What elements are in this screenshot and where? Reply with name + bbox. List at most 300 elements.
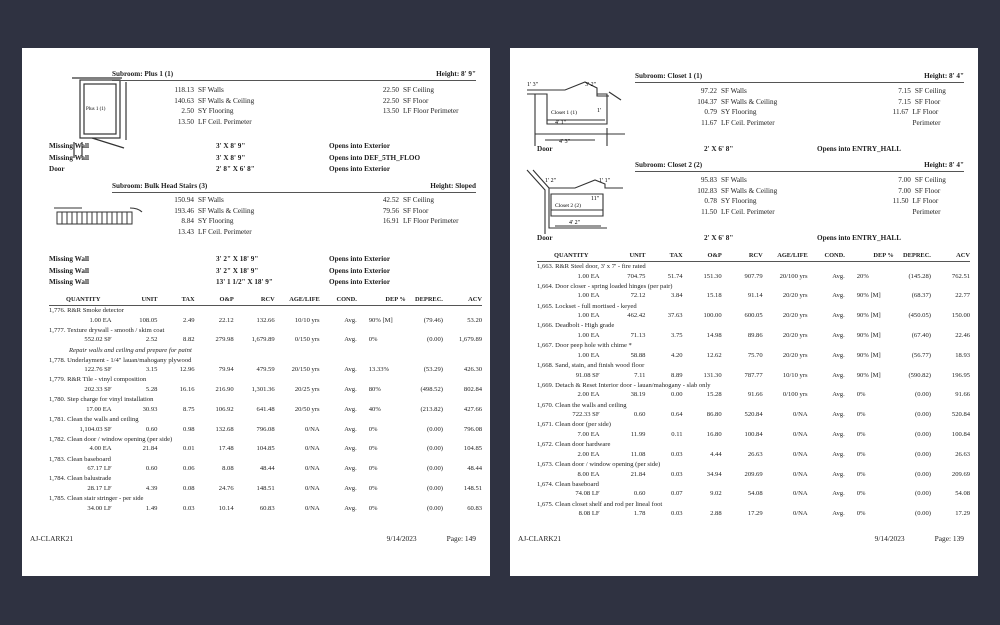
line-item-cell: Avg. [832, 470, 845, 478]
stat-row [162, 195, 322, 206]
line-item-description: 1,781. Clean the walls and ceiling [49, 415, 139, 423]
line-item-cell: (67.40) [911, 331, 931, 339]
stat-label: SF Walls & Ceiling [721, 186, 778, 195]
line-item-cell: 37.63 [667, 312, 683, 320]
line-item-cell: 80% [368, 385, 381, 393]
stat-row [162, 206, 322, 217]
line-item-cell: 0% [368, 445, 378, 453]
stat-label: SF Floor [914, 186, 941, 195]
stat-row [367, 206, 459, 217]
line-item-cell: 0% [368, 484, 378, 492]
stat-value: 7.00 [898, 176, 911, 184]
line-item-cell: 108.05 [139, 316, 158, 324]
line-item-cell: Avg. [832, 430, 845, 438]
line-item-cell: 100.00 [703, 312, 722, 320]
line-item-cell: Avg. [344, 445, 357, 453]
sketch-closet-1 [525, 76, 625, 148]
stat-value: 2.50 [181, 107, 194, 116]
line-item-cell: 17.00 EA [86, 405, 112, 413]
opening-row [49, 266, 476, 278]
line-item-cell: 0/NA [792, 411, 808, 419]
sketch-label: Closet 1 (1) [551, 110, 577, 116]
line-item-cell: 202.33 SF [84, 385, 112, 393]
line-item-cell: 427.66 [463, 405, 483, 413]
line-item-values [537, 509, 970, 519]
stat-value: 79.56 [382, 206, 399, 215]
line-item-cell: 0.08 [183, 484, 195, 492]
stat-row [879, 97, 964, 108]
line-item-cell: 0.60 [633, 490, 646, 498]
stat-row [685, 175, 834, 186]
stat-row [685, 207, 834, 218]
line-item-cell: 0% [856, 411, 866, 419]
line-item-cell: 0% [368, 425, 378, 433]
footer-user: AJ-CLARK21 [518, 534, 562, 543]
column-header: TAX [181, 296, 195, 303]
column-header: DEPREC. [415, 296, 443, 303]
opening-destination: Opens into Exterior [329, 255, 391, 263]
line-item-cell: 0.60 [633, 411, 646, 419]
line-item-description: 1,778. Underlayment - 1/4" lauan/mahogany plywood [49, 356, 192, 364]
opening-size: 3' X 8' 9" [216, 153, 246, 162]
line-item-values [49, 335, 482, 345]
stat-value: 8.84 [181, 217, 194, 226]
opening-size: 2' X 6' 8" [704, 234, 734, 242]
line-item-description: 1,664. Door closer - spring loaded hinges (per pair) [537, 282, 673, 290]
subroom-height: Height: 8' 9" [436, 70, 476, 78]
opening-type: Door [537, 234, 553, 242]
line-item-cell: 16.16 [179, 385, 195, 393]
line-item-cell: 28.17 LF [87, 484, 112, 492]
stat-value: 150.94 [174, 196, 194, 204]
stats-left [162, 85, 322, 127]
line-item-cell: 0.00 [671, 391, 683, 399]
line-item-cell: 479.59 [256, 366, 275, 374]
line-item-description: 1,782. Clean door / window opening (per side) [49, 435, 173, 443]
line-item-cell: (498.52) [420, 385, 443, 393]
stat-label: LF Ceil. Perimeter [198, 227, 252, 236]
stat-row [367, 96, 459, 107]
opening-size: 2' X 6' 8" [704, 145, 734, 153]
line-item-cell: Avg. [344, 484, 357, 492]
line-item-cell: 1.00 EA [577, 292, 600, 300]
stat-label: SY Flooring [198, 217, 234, 226]
line-item-cell: 552.02 SF [84, 336, 112, 344]
line-item-note: Repair walls and ceiling and prepare for paint [69, 346, 192, 354]
line-item-cell: 600.05 [744, 312, 763, 320]
line-item-cell: Avg. [832, 490, 845, 498]
line-item-cell: 796.08 [256, 425, 275, 433]
line-item-description: 1,783. Clean baseboard [49, 455, 111, 463]
line-item-cell: 11.08 [630, 450, 646, 458]
line-item-values [537, 291, 970, 301]
line-item-cell: 0/NA [792, 490, 808, 498]
line-item-cell: 90% [M] [856, 292, 881, 300]
document-page-149 [22, 48, 490, 576]
line-item-cell: Avg. [832, 331, 845, 339]
stat-label: SF Walls [721, 176, 747, 184]
stat-value: 7.15 [898, 87, 911, 95]
stat-row [685, 107, 834, 118]
line-item-cell: (0.00) [915, 490, 931, 498]
line-item-cell: 51.74 [667, 272, 683, 280]
line-item-description: 1,669. Detach & Reset Interior door - lauan/mahogany - slab only [537, 381, 711, 389]
stat-label: LF Ceil. Perimeter [721, 207, 775, 216]
stat-row [162, 117, 322, 128]
footer-page-number: Page: 149 [446, 534, 476, 543]
stat-value: 13.43 [177, 227, 194, 236]
line-item-cell: 0% [368, 465, 378, 473]
column-header: COND. [336, 296, 357, 303]
line-item-cell: 150.00 [951, 312, 971, 320]
line-item-cell: 20/100 yrs [779, 272, 808, 280]
line-item-cell: Avg. [832, 391, 845, 399]
line-item-cell: 1,104.03 SF [79, 425, 112, 433]
sketch-dimension: 1' [597, 108, 602, 114]
line-item-cell: Avg. [344, 465, 357, 473]
line-item-cell: 91.66 [955, 391, 971, 399]
line-item-cell: 100.84 [951, 430, 971, 438]
stat-value: 97.22 [700, 87, 717, 95]
footer-date: 9/14/2023 [874, 534, 905, 543]
line-item-cell: 148.51 [463, 484, 483, 492]
openings-list [49, 254, 476, 289]
column-header: O&P [707, 252, 722, 259]
line-item-cell: 90% [M] [856, 331, 881, 339]
column-header: AGE/LIFE [777, 252, 808, 259]
line-item-cell: 1.00 EA [577, 331, 600, 339]
stat-row [367, 195, 459, 206]
line-item-cell: 0.03 [183, 504, 195, 512]
line-item-cell: Avg. [344, 316, 357, 324]
line-item-cell: 86.80 [706, 411, 722, 419]
stats-right [367, 195, 459, 237]
line-item-values [49, 385, 482, 395]
line-item-cell: 132.68 [215, 425, 234, 433]
sketch-dimension: 4' 2" [569, 220, 581, 226]
opening-row [49, 141, 476, 153]
opening-destination: Opens into Exterior [329, 142, 391, 150]
stat-value: 95.83 [700, 176, 717, 184]
line-item-cell: 0.03 [671, 470, 683, 478]
stat-value: 0.79 [704, 108, 717, 117]
line-item-cell: 34.00 LF [87, 504, 112, 512]
subroom-header [635, 72, 964, 83]
line-item-cell: 2.49 [183, 316, 195, 324]
line-item-cell: (0.00) [427, 445, 443, 453]
line-item-cell: Avg. [344, 504, 357, 512]
stat-row [879, 175, 964, 186]
line-item-cell: 1.00 EA [577, 272, 600, 280]
line-item-cell: 0% [856, 430, 866, 438]
line-item-cell: 1,679.89 [458, 336, 483, 344]
column-header: RCV [748, 252, 763, 259]
line-item-values [537, 311, 970, 321]
stat-label: LF Floor Perimeter [912, 108, 941, 127]
line-item-cell: 196.95 [951, 371, 971, 379]
opening-size: 13' 1 1/2" X 18' 9" [216, 278, 273, 286]
stat-row [685, 97, 834, 108]
stat-label: SF Ceiling [914, 87, 946, 95]
stat-value: 104.37 [697, 97, 717, 106]
line-item-cell: 641.48 [256, 405, 275, 413]
stat-value: 11.67 [892, 108, 909, 117]
stat-value: 102.83 [697, 186, 717, 195]
page-footer [518, 534, 964, 543]
line-item-cell: 0/NA [304, 504, 320, 512]
column-header: QUANTITY [65, 296, 101, 303]
line-item-cell: 20/50 yrs [294, 405, 320, 413]
line-item-cell: 122.76 SF [84, 366, 112, 374]
line-item-cell: (0.00) [427, 336, 443, 344]
line-item-cell: 0.60 [145, 425, 158, 433]
line-item-cell: 54.08 [747, 490, 763, 498]
subroom-header [635, 161, 964, 172]
line-item-cell: 91.08 SF [575, 371, 600, 379]
line-item-cell: 71.13 [630, 331, 646, 339]
subroom-header [112, 70, 476, 81]
stat-value: 11.50 [701, 207, 717, 216]
column-header: ACV [468, 296, 482, 303]
opening-size: 3' 2" X 18' 9" [216, 255, 259, 263]
line-item-cell: 12.62 [706, 351, 722, 359]
stat-label: LF Floor Perimeter [403, 217, 459, 226]
page-footer [30, 534, 476, 543]
sketch-label: Plus 1 (1) [86, 107, 106, 112]
column-header: TAX [669, 252, 683, 259]
line-item-cell: 90% [M] [856, 371, 881, 379]
line-item-cell: 907.79 [744, 272, 763, 280]
stat-value: 16.91 [382, 217, 399, 226]
line-item-cell: 0/NA [792, 430, 808, 438]
line-item-cell: 462.42 [627, 312, 646, 320]
sketch-dimension: 4' 1" [555, 120, 567, 126]
line-item-values [537, 272, 970, 282]
line-item-cell: (213.82) [420, 405, 443, 413]
line-item-cell: 74.08 LF [575, 490, 600, 498]
line-item-description: 1,663. R&R Steel door, 3' x 7' - fire rated [537, 263, 646, 270]
stat-value: 42.52 [382, 196, 399, 204]
stat-label: LF Ceil. Perimeter [721, 118, 775, 127]
line-item-cell: 2.52 [145, 336, 158, 344]
line-item-cell: 21.84 [142, 445, 158, 453]
stat-label: SF Walls & Ceiling [721, 97, 778, 106]
column-header: O&P [219, 296, 234, 303]
opening-destination: Opens into Exterior [329, 278, 391, 286]
line-item-cell: 60.83 [259, 504, 275, 512]
subroom-stats [112, 195, 476, 237]
line-item-values [49, 464, 482, 474]
line-item-cell: Avg. [832, 411, 845, 419]
line-item-cell: 30.93 [142, 405, 158, 413]
line-item-cell: 0/150 yrs [294, 336, 320, 344]
subroom-name: Subroom: Bulk Head Stairs (3) [112, 182, 208, 190]
line-item-cell: (0.00) [427, 484, 443, 492]
opening-row [537, 233, 964, 245]
line-item-cell: 8.82 [183, 336, 195, 344]
column-header: UNIT [629, 252, 646, 259]
line-item-cell: 20/25 yrs [294, 385, 320, 393]
line-item-cell: 18.93 [955, 351, 971, 359]
stat-label: SF Walls [198, 196, 224, 204]
line-item-cell: 2.88 [710, 510, 722, 518]
line-item-cell: 24.76 [218, 484, 234, 492]
subroom-height: Height: 8' 4" [924, 72, 964, 80]
line-item-cell: 8.08 [222, 465, 234, 473]
line-item-cell: (0.00) [915, 430, 931, 438]
line-item-cell: 787.77 [744, 371, 763, 379]
stat-value: 22.50 [382, 96, 399, 105]
stat-value: 0.78 [704, 197, 717, 206]
line-item-cell: (0.00) [915, 450, 931, 458]
line-item-cell: 90% [M] [856, 351, 881, 359]
line-item-cell: 100.84 [744, 430, 763, 438]
column-header: DEP % [873, 252, 894, 259]
column-header: AGE/LIFE [289, 296, 320, 303]
line-item-cell: 89.86 [747, 331, 763, 339]
line-item-description: 1,667. Door peep hole with chime * [537, 342, 632, 350]
line-item-cell: (68.37) [911, 292, 931, 300]
stat-value: 7.15 [898, 97, 911, 106]
line-item-cell: 15.28 [706, 391, 722, 399]
line-item-cell: 21.84 [630, 470, 646, 478]
line-item-cell: 91.14 [747, 292, 763, 300]
line-item-cell: (0.00) [915, 411, 931, 419]
line-item-cell: 148.51 [256, 484, 275, 492]
line-item-cell: 26.63 [747, 450, 763, 458]
line-item-values [537, 410, 970, 420]
line-item-cell: Avg. [832, 292, 845, 300]
stat-label: SF Walls & Ceiling [198, 206, 255, 215]
opening-size: 2' 8" X 6' 8" [216, 165, 255, 173]
line-item-values [49, 365, 482, 375]
line-item-cell: Avg. [344, 366, 357, 374]
line-item-values [537, 331, 970, 341]
stat-label: SY Flooring [721, 197, 757, 206]
line-item-cell: 8.75 [183, 405, 195, 413]
line-item-cell: 104.85 [256, 445, 275, 453]
line-item-description: 1,777. Texture drywall - smooth / skim coat [49, 326, 165, 334]
line-item-cell: 0.03 [671, 450, 683, 458]
line-item-values [537, 430, 970, 440]
subroom-height: Height: 8' 4" [924, 161, 964, 169]
stat-value: 118.13 [174, 86, 194, 94]
line-item-cell: 0.06 [183, 465, 195, 473]
line-item-values [537, 450, 970, 460]
line-item-cell: (0.00) [427, 465, 443, 473]
line-item-cell: 20% [856, 272, 869, 280]
line-item-cell: 9.02 [710, 490, 722, 498]
line-item-cell: 10.14 [218, 504, 234, 512]
footer-user: AJ-CLARK21 [30, 534, 74, 543]
line-item-cell: Avg. [344, 385, 357, 393]
line-item-cell: 26.63 [955, 450, 971, 458]
stat-value: 11.67 [701, 118, 717, 127]
sketch-dimension: 1' 3" [527, 82, 539, 88]
line-item-cell: Avg. [344, 425, 357, 433]
sketch-label: Closet 2 (2) [555, 203, 581, 209]
opening-type: Door [537, 145, 553, 153]
line-item-cell: 20/20 yrs [782, 292, 808, 300]
line-item-description: 1,674. Clean baseboard [537, 480, 599, 488]
line-item-cell: 0/NA [792, 470, 808, 478]
line-item-cell: 1.00 EA [89, 316, 112, 324]
line-item-cell: 48.44 [467, 465, 483, 473]
opening-size: 3' X 8' 9" [216, 142, 246, 150]
stats-left [162, 195, 322, 237]
line-item-cell: Avg. [832, 371, 845, 379]
line-item-cell: (0.00) [915, 510, 931, 518]
subroom-header [112, 182, 476, 193]
line-item-cell: 38.19 [630, 391, 646, 399]
stat-value: 11.50 [892, 197, 909, 206]
line-item-cell: 20/150 yrs [291, 366, 320, 374]
line-item-description: 1,671. Clean door (per side) [537, 421, 611, 429]
line-item-cell: 0.64 [671, 411, 683, 419]
line-item-cell: 426.30 [463, 366, 483, 374]
stat-row [162, 96, 322, 107]
line-item-values [537, 390, 970, 400]
opening-row [49, 277, 476, 289]
line-item-cell: 72.12 [630, 292, 646, 300]
stat-row [162, 216, 322, 227]
stat-label: SF Walls [198, 86, 224, 94]
line-item-cell: Avg. [832, 351, 845, 359]
line-item-cell: 209.69 [951, 470, 971, 478]
stat-label: SF Ceiling [403, 196, 434, 204]
stats-right [367, 85, 459, 127]
footer-date: 9/14/2023 [386, 534, 417, 543]
line-item-cell: 34.94 [706, 470, 722, 478]
line-item-cell: 0/100 yrs [782, 391, 808, 399]
stat-row [367, 106, 459, 117]
subroom-name: Subroom: Closet 2 (2) [635, 161, 703, 169]
line-item-cell: 0/NA [304, 465, 320, 473]
sketch-closet-2 [525, 168, 625, 236]
line-item-description: 1,785. Clean stair stringer - per side [49, 495, 144, 503]
line-item-cell: 0% [368, 504, 378, 512]
line-item-cell: 20/20 yrs [782, 351, 808, 359]
line-item-cell: Avg. [344, 336, 357, 344]
line-item-cell: 3.84 [671, 292, 683, 300]
openings-list [537, 233, 964, 245]
stat-row [162, 106, 322, 117]
line-item-cell: (79.46) [423, 316, 443, 324]
line-item-cell: 722.33 SF [572, 411, 600, 419]
stat-value: 7.00 [898, 186, 911, 195]
stat-label: SF Walls & Ceiling [198, 96, 255, 105]
line-item-cell: Avg. [344, 405, 357, 413]
opening-type: Missing Wall [49, 153, 90, 162]
line-item-cell: 4.20 [671, 351, 683, 359]
opening-destination: Opens into DEF_5TH_FLOO [329, 153, 421, 162]
line-item-cell: 75.70 [747, 351, 763, 359]
opening-destination: Opens into ENTRY_HALL [817, 234, 902, 242]
line-item-cell: 10/10 yrs [294, 316, 320, 324]
line-item-cell: Avg. [832, 450, 845, 458]
line-item-cell: 520.84 [951, 411, 971, 419]
stat-label: SF Ceiling [403, 86, 434, 94]
openings-list [49, 141, 476, 176]
line-item-cell: 5.28 [145, 385, 158, 393]
line-item-cell: (0.00) [915, 391, 931, 399]
line-item-cell: 58.88 [630, 351, 646, 359]
line-item-values [49, 425, 482, 435]
sketch-dimension: 1' 2" [545, 178, 557, 184]
line-item-cell: 8.08 LF [578, 510, 600, 518]
stat-row [367, 216, 459, 227]
line-item-cell: 132.66 [256, 316, 275, 324]
